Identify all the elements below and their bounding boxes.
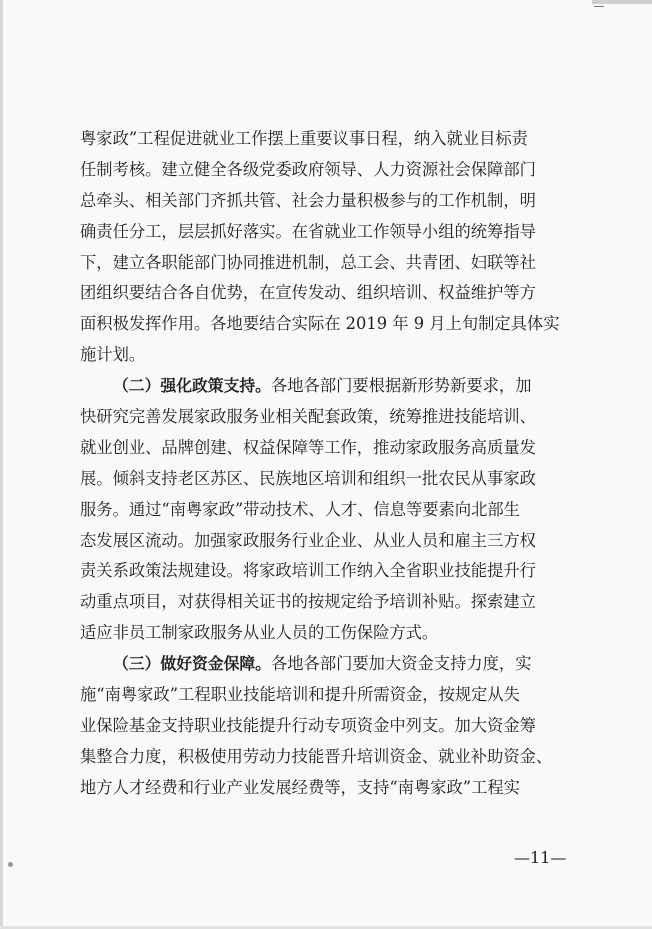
section-2-line: 态发展区流动。加强家政服务行业企业、从业人员和雇主三方权 xyxy=(80,530,536,550)
paragraph-line: 面积极发挥作用。各地要结合实际在 2019 年 9 月上旬制定具体实 xyxy=(80,314,560,334)
section-3-first-line xyxy=(80,649,580,680)
paragraph-line: 粤家政”工程促进就业工作摆上重要议事日程，纳入就业目标责 xyxy=(80,129,528,148)
document-body xyxy=(80,124,580,804)
section-2-line: 责关系政策法规建设。将家政培训工作纳入全省职业技能提升行 xyxy=(80,561,536,581)
section-2-line: 快研究完善发展家政服务业相关配套政策，统筹推进技能培训、 xyxy=(80,407,536,427)
scan-top-edge xyxy=(592,0,652,4)
section-3-first-line-text: 各地各部门要加大资金支持力度，实 xyxy=(270,654,532,674)
paragraph-line: 确责任分工，层层抓好落实。在省就业工作领导小组的统筹指导 xyxy=(80,221,536,241)
scan-left-edge xyxy=(0,0,3,929)
section-2-line: 动重点项目，对获得相关证书的按规定给予培训补贴。探索建立 xyxy=(80,592,536,612)
scan-dot-mark xyxy=(8,862,13,867)
section-3-line: 集整合力度，积极使用劳动力技能晋升培训资金、就业补助资金、 xyxy=(80,746,553,766)
paragraph-line: 下，建立各职能部门协同推进机制，总工会、共青团、妇联等社 xyxy=(80,252,536,272)
section-3-line: 业保险基金支持职业技能提升行动专项资金中列支。加大资金筹 xyxy=(80,715,536,735)
scan-corner-mark xyxy=(594,6,604,7)
paragraph-line: 施计划。 xyxy=(80,345,146,365)
section-3-line: 施“南粤家政”工程职业技能培训和提升所需资金，按规定从失 xyxy=(80,685,520,705)
paragraph-line: 总牵头、相关部门齐抓共管、社会力量积极参与的工作机制，明 xyxy=(80,190,536,210)
section-2-line: 展。倾斜支持老区苏区、民族地区培训和组织一批农民从事家政 xyxy=(80,468,536,488)
page-number: —11— xyxy=(514,848,567,867)
section-2-line: 服务。通过“南粤家政”带动技术、人才、信息等要素向北部生 xyxy=(80,499,520,519)
section-2-heading: （二）强化政策支持。 xyxy=(113,376,271,396)
paragraph-line: 任制考核。建立健全各级党委政府领导、人力资源社会保障部门 xyxy=(80,159,536,179)
section-3-line: 地方人才经费和行业产业发展经费等，支持“南粤家政”工程实 xyxy=(80,777,520,797)
section-3-heading: （三）做好资金保障。 xyxy=(113,654,271,674)
section-2-first-line-text: 各地各部门要根据新形势新要求，加 xyxy=(270,376,532,396)
section-2-line: 适应非员工制家政服务从业人员的工伤保险方式。 xyxy=(80,623,439,643)
section-2-line: 就业创业、品牌创建、权益保障等工作，推动家政服务高质量发 xyxy=(80,437,536,457)
section-2-first-line xyxy=(80,371,580,402)
paragraph-line: 团组织要结合各自优势，在宣传发动、组织培训、权益维护等方 xyxy=(80,283,536,303)
